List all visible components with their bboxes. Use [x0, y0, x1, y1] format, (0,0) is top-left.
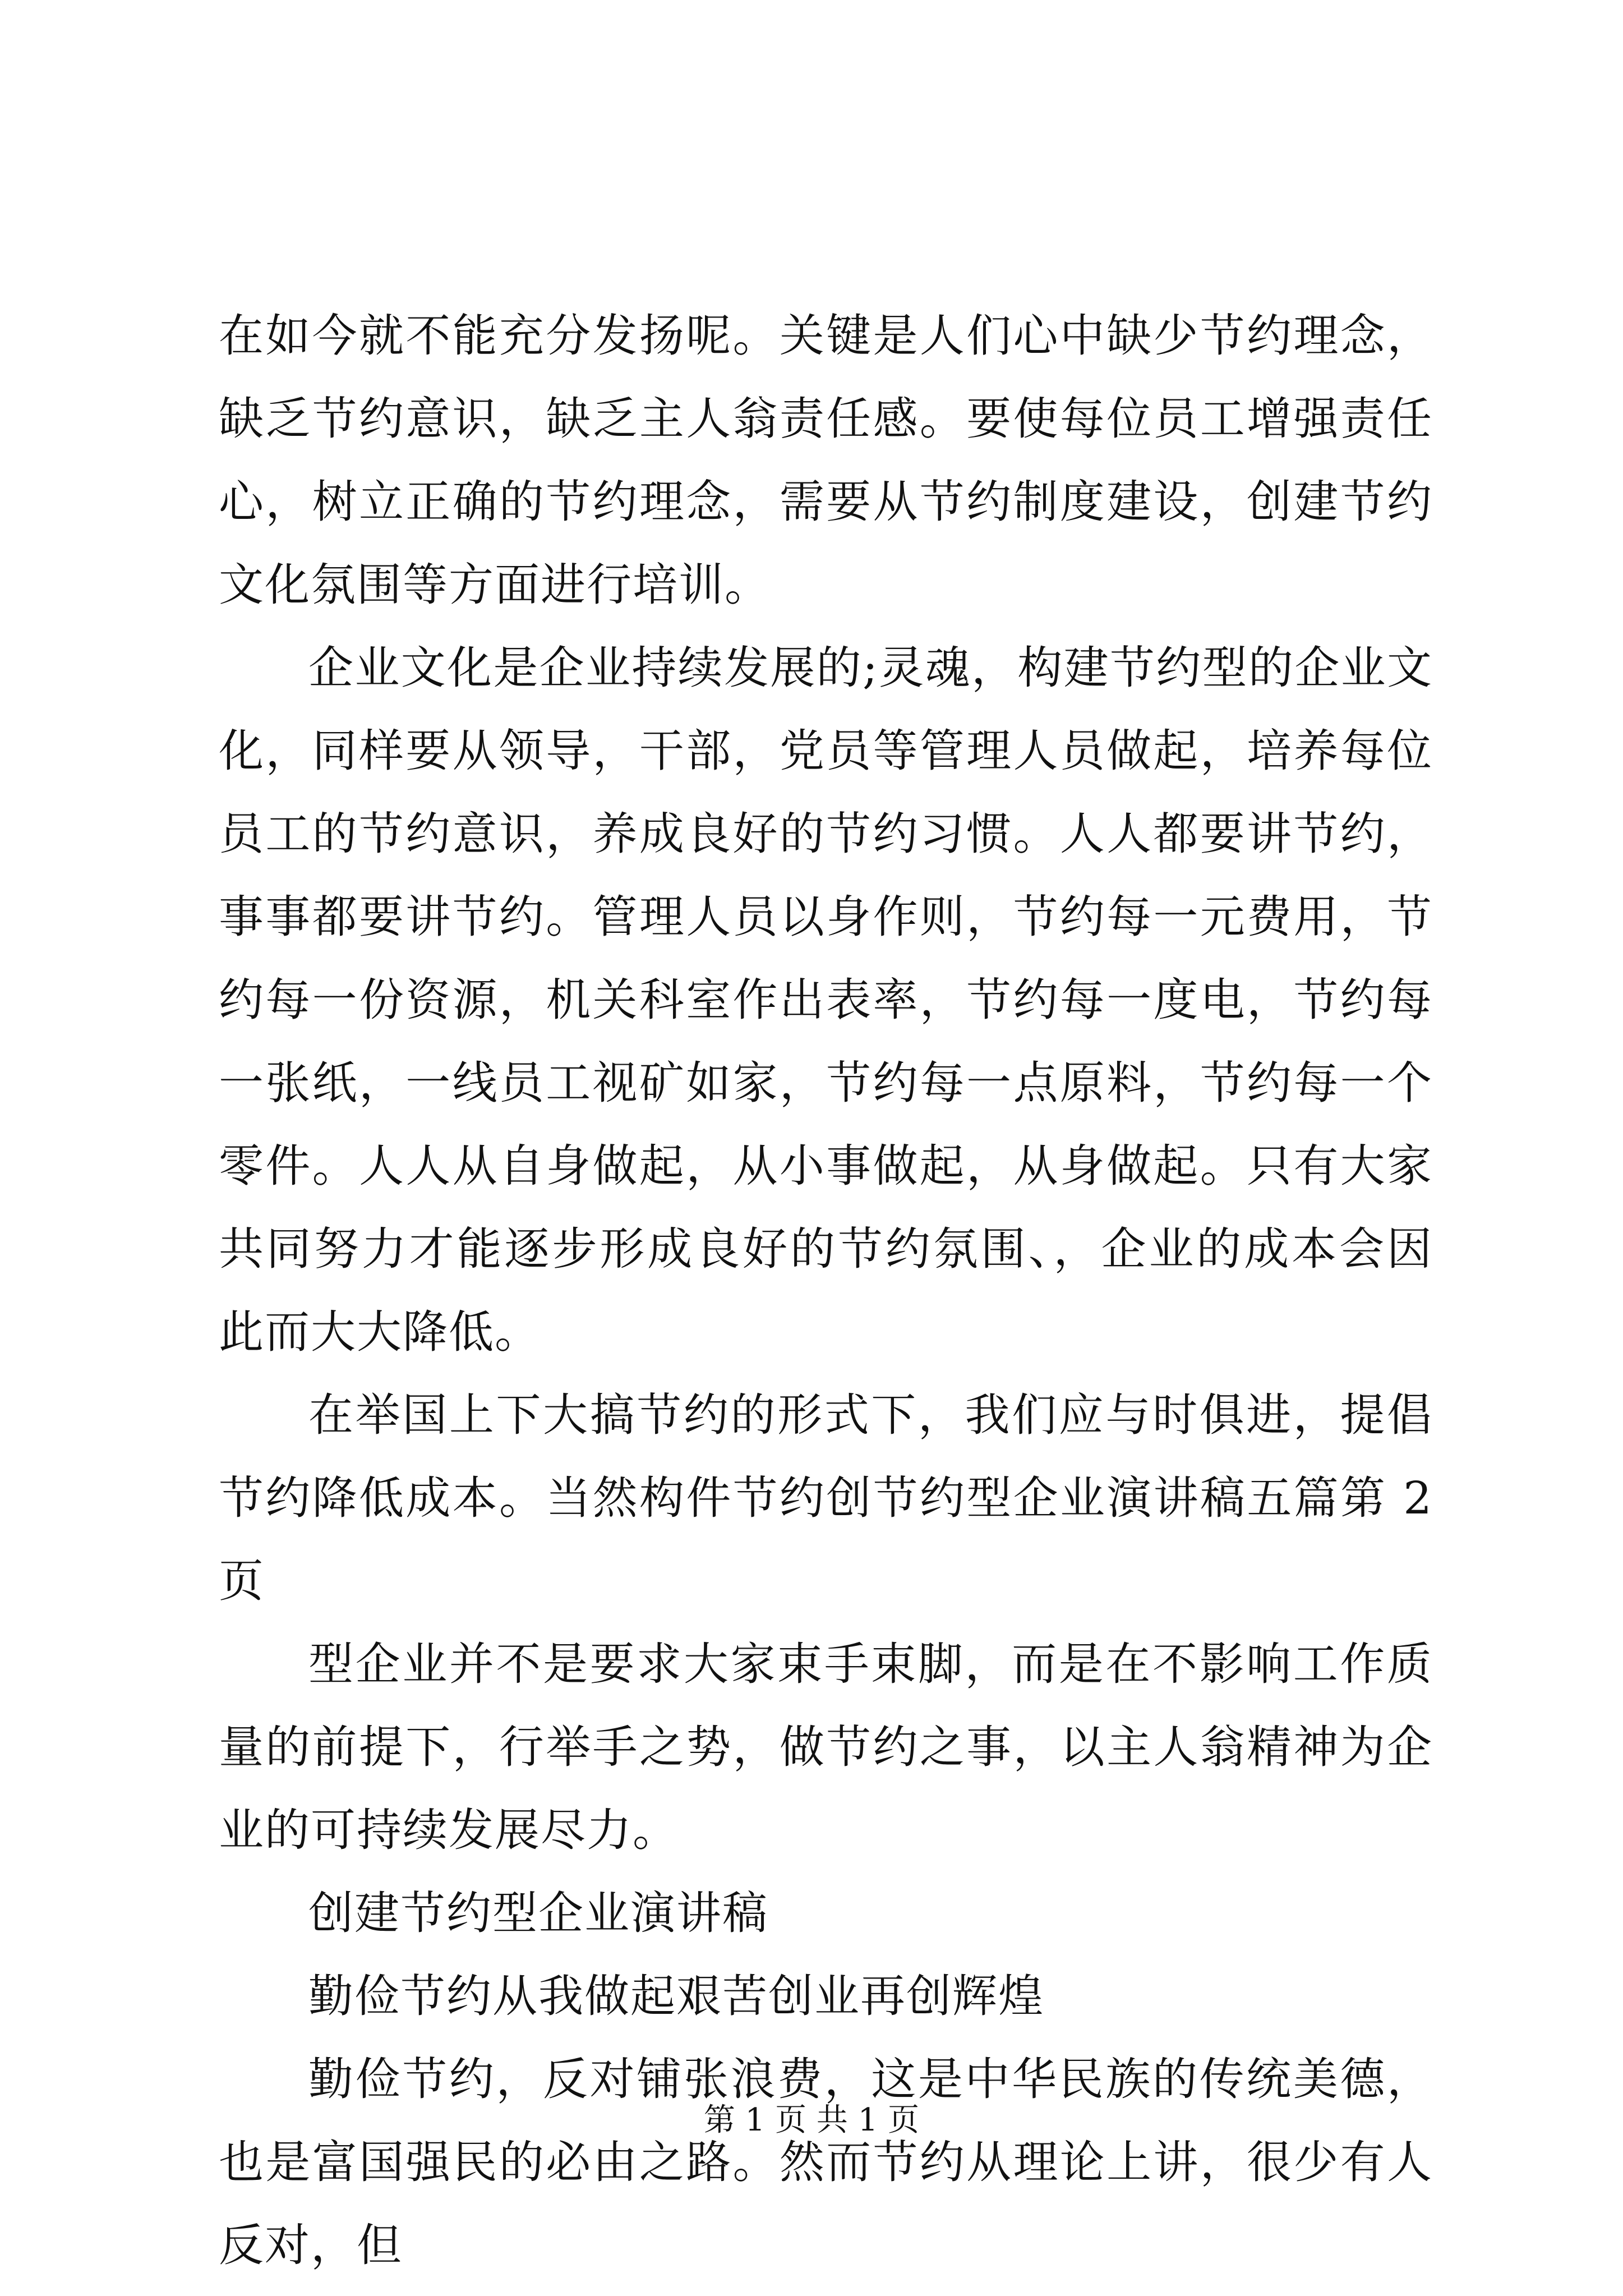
- page-footer: 第 1 页 共 1 页: [703, 2102, 920, 2138]
- section-title: 创建节约型企业演讲稿: [308, 1887, 768, 1939]
- paragraph-4: 型企业并不是要求大家束手束脚，而是在不影响工作质量的前提下，行举手之势，做节约之事，以主人翁精神为企业的可持续发展尽力。: [219, 1638, 1433, 1856]
- paragraph-3: 在举国上下大搞节约的形式下，我们应与时俱进，提倡节约降低成本。当然构件节约创节约型企业演讲稿五篇第 2 页: [219, 1389, 1433, 1607]
- paragraph-1: 在如今就不能充分发扬呢。关键是人们心中缺少节约理念，缺乏节约意识，缺乏主人翁责任感。要使每位员工增强责任心，树立正确的节约理念，需要从节约制度建设，创建节约文化氛围等方面进行培训。: [219, 310, 1433, 611]
- paragraph-2: 企业文化是企业持续发展的;灵魂，构建节约型的企业文化，同样要从领导，干部，党员等管理人员做起，培养每位员工的节约意识，养成良好的节约习惯。人人都要讲节约，事事都要讲节约。管理人员以身作则，节约每一元费用，节约每一份资源，机关科室作出表率，节约每一度电，节约每一张纸，一线员工视矿如家，节约每一点原料，节约每一个零件。人人从自身做起，从小事做起，从身做起。只有大家共同努力才能逐步形成良好的节约氛围、，企业的成本会因此而大大降低。: [219, 642, 1433, 1358]
- section-subtitle: 勤俭节约从我做起艰苦创业再创辉煌: [308, 1970, 1044, 2022]
- body-text: [219, 295, 1433, 2287]
- paragraph-5: 勤俭节约，反对铺张浪费，这是中华民族的传统美德，也是富国强民的必由之路。然而节约从理论上讲，很少有人反对，但: [219, 2053, 1433, 2271]
